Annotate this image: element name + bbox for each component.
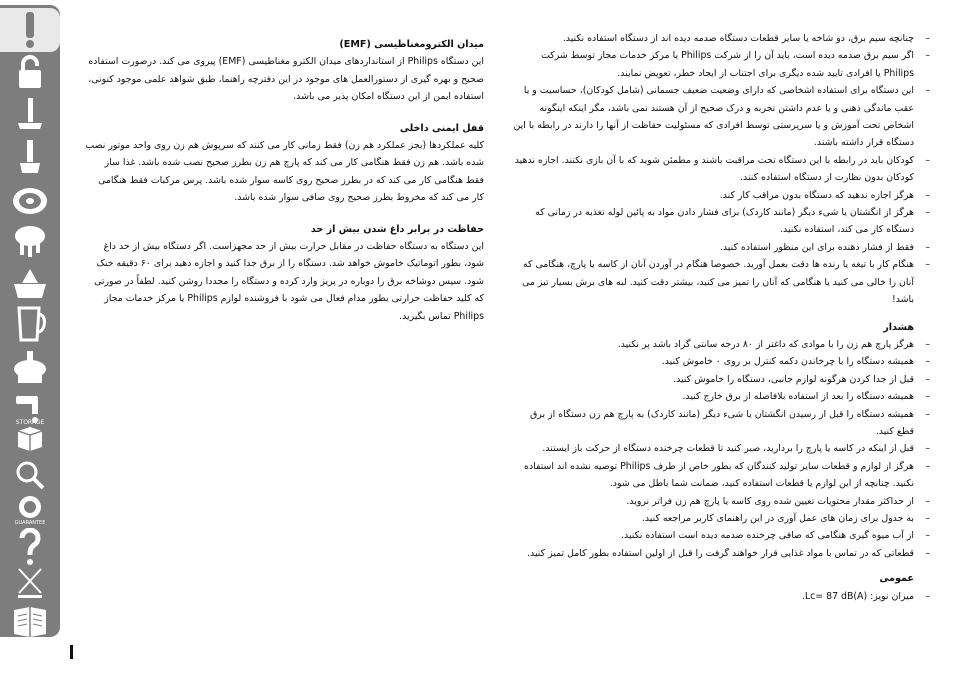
globe-guarantee-icon — [11, 488, 49, 526]
bullet-dash: – — [925, 338, 930, 350]
sidebar-icon-nav — [0, 5, 60, 637]
bullet-dash: – — [925, 460, 930, 472]
crossed-bin-icon — [15, 565, 45, 599]
list-item — [512, 493, 930, 510]
storage-label: STORAGE — [15, 419, 45, 426]
list-item-text: اگر سیم برق صدمه دیده است، باید آن را از شرکت Philips یا مرکز خدمات مجاز توسط شرکت Philips یا افرادی تایید شده دیگری برای اجتناب از ایجاد خطر، تعویض نمایند. — [541, 50, 914, 79]
bullet-dash: – — [925, 154, 930, 166]
bullet-dash: – — [925, 530, 930, 542]
right-column — [512, 30, 930, 605]
bullet-dash: – — [925, 391, 930, 403]
list-item-text: هنگام کار با تیغه یا رنده ها دقت بعمل آورید. خصوصا هنگام در آوردن آنان از کاسه یا پارچ، هنگامی که آنان را خالی می کنید یا هنگامی که آنان را تمیز می کنید، بیشتر دقت کنید. لبه های برش بسیار تیز می باشد! — [522, 259, 914, 306]
emf-paragraph: این دستگاه Philips از استانداردهای میدان الکترو مغناطیسی (EMF) پیروی می کند. درصورت استفاده صحیح و بهره گیری از دستورالعمل های موجود در این دفترچه راهنما، طبق شواهد علمی موجود کنونی، استفاده ایمن از این دستگاه امکان پذیر می باشد. — [88, 56, 484, 103]
bullet-dash: – — [925, 33, 930, 44]
general-list — [512, 588, 930, 605]
tab-food-processor[interactable] — [0, 345, 60, 389]
list-item-text: از آب میوه گیری هنگامی که صافی چرخنده صدمه دیده است استفاده نکنید. — [621, 530, 914, 542]
bullet-dash: – — [925, 356, 930, 368]
list-item — [512, 256, 930, 308]
list-item — [512, 510, 930, 527]
list-item — [512, 588, 930, 605]
safety-lock-paragraph: کلیه عملکردها (بجز عملکرد هم زن) فقط زمانی کار می کنند که سرپوش هم زن روی واحد موتور نصب شده باشد. هم زن فقط هنگامی کار می کند که پارچ هم زن بطرز صحیح نصب شده باشد. غذا ساز فقط هنگامی کار می کند که در بطرز صحیح روی کاسه سوار شده باشد. پرس مرکبات فقط هنگامی کار می کند که مخروط بطرز صحیح روی صافی سوار شده باشد. — [85, 140, 484, 204]
padlock-icon — [16, 54, 44, 90]
list-item — [512, 239, 930, 256]
list-item-text: هرگز از انگشتان یا شیء دیگر (مانند کاردک) برای فشار دادن مواد به پائین لوله تغذیه در زمانی که دستگاه کار می کند، استفاده نکنید. — [535, 207, 914, 236]
list-item — [512, 47, 930, 82]
tab-mincer[interactable] — [0, 219, 60, 263]
list-item-text: قبل از اینکه در کاسه یا پارچ را بردارید، صبر کنید تا قطعات چرخنده دستگاه از حرکت باز ایستند. — [542, 443, 914, 455]
blender-stick-icon — [14, 97, 46, 133]
list-item-text: این دستگاه برای استفاده اشخاصی که دارای وضعیت ضعیف جسمانی (شامل کودکان)، حساسیت و یا عقب ماندگی ذهنی و یا عدم داشتن تجربه و درک صحیح از آن هستند نمی باشد، مگر اینکه اینگونه اشخاص تحت آموزش و یا سرپرستی توسط افرادی که مسئولیت حفاظت از آنها را دارند در رابطه با این دستگاه قرار داشته باشند. — [513, 85, 914, 149]
bullet-dash: – — [925, 512, 930, 524]
list-item-text: همیشه دستگاه را قبل از رسیدن انگشتان یا شیء دیگر (مانند کاردک) به پارچ هم زن دستگاه از برق قطع کنید. — [530, 408, 914, 437]
list-item — [512, 82, 930, 152]
guarantee-label: GUARANTEE — [14, 520, 46, 526]
bullet-dash: – — [925, 408, 930, 420]
tab-recipes[interactable] — [0, 601, 60, 641]
bullet-dash: – — [925, 547, 930, 559]
tab-jug[interactable] — [0, 303, 60, 347]
bullet-dash: – — [925, 85, 930, 97]
bullet-dash: – — [925, 443, 930, 455]
bullet-dash: – — [925, 495, 930, 507]
tab-storage[interactable] — [0, 417, 60, 453]
list-item — [512, 458, 930, 493]
warning-list — [512, 30, 930, 309]
bullet-dash: – — [925, 590, 930, 602]
tab-blender-stick[interactable] — [0, 93, 60, 137]
overheat-heading: حفاظت در برابر داغ شدن بیش از حد — [310, 223, 484, 235]
list-item-text: هرگز اجازه ندهید که دستگاه بدون مراقب کار کند. — [719, 189, 914, 201]
list-item — [512, 527, 930, 544]
disc-icon — [10, 183, 50, 217]
safety-lock-heading: قفل ایمنی داخلی — [399, 122, 484, 134]
caution-heading: هشدار — [883, 321, 914, 333]
list-item — [512, 353, 930, 370]
list-item-text: قبل از جدا کردن هرگونه لوازم جانبی، دستگاه را خاموش کنید. — [673, 373, 914, 385]
list-item — [512, 204, 930, 239]
general-heading: عمومی — [879, 573, 914, 585]
list-item-text: قطعاتی که در تماس با مواد غذایی قرار خواهند گرفت را قبل از اولین استفاده بطور کامل تمیز کنید. — [527, 547, 914, 559]
list-item-text: کودکان باید در رابطه با این دستگاه تحت مراقبت باشند و مطمئن شوید که با آن بازی نکنند. اجازه ندهید کودکان بدون نظارت از دستگاه استفاده کنند. — [514, 154, 914, 184]
list-item-text: هرگز پارچ هم زن را با موادی که داغتر از ۸۰ درجه سانتی گراد باشد پر نکنید. — [617, 338, 914, 350]
list-item — [512, 545, 930, 562]
list-item-text: از حداکثر مقدار محتویات تعیین شده روی کاسه یا پارچ هم زن فراتر نروید. — [626, 495, 914, 507]
tab-whisk[interactable] — [0, 135, 60, 179]
tab-citrus-press[interactable] — [0, 261, 60, 305]
question-mark-icon — [17, 528, 43, 566]
list-item — [512, 30, 930, 47]
whisk-icon — [14, 139, 46, 175]
list-item — [512, 371, 930, 388]
list-item — [512, 440, 930, 457]
bullet-dash: – — [925, 189, 930, 201]
food-processor-icon — [10, 349, 50, 385]
list-item — [512, 152, 930, 187]
list-item-text: همیشه دستگاه را با چرخاندن دکمه کنترل بر روی ۰ خاموش کنید. — [661, 356, 914, 368]
overheat-paragraph: این دستگاه به دستگاه حفاظت در مقابل حرارت بیش از حد مجهزاست. اگر دستگاه بیش از حد داغ شود، بطور اتوماتیک خاموش خواهد شد. دستگاه را از برق جدا کنید و اجازه دهید برای ۶۰ دقیقه خنک شود. سپس دوشاخه برق را دوباره در پریز وارد کرده و دستگاه را مجددا روشن کنید. لطفاً در صورتی که کلید حفاظت حرارتی بطور مدام فعال می شود با فروشنده لوازم Philips یا مرکز خدمات مجاز Philips تماس بگیرید. — [94, 241, 484, 322]
list-item-text: به جدول برای زمان های عمل آوری در این راهنمای کاربر مراجعه کنید. — [641, 512, 914, 524]
tab-environment[interactable] — [0, 563, 60, 601]
jug-icon — [13, 306, 47, 344]
list-item — [512, 406, 930, 441]
noise-level-text: میزان نویز: Lc= 87 dB(A). — [801, 590, 914, 602]
citrus-press-icon — [10, 266, 50, 300]
tab-warning[interactable] — [0, 8, 60, 52]
tab-guarantee[interactable] — [0, 487, 60, 527]
list-item — [512, 388, 930, 405]
bullet-dash: – — [925, 259, 930, 271]
list-item-text: همیشه دستگاه را بعد از استفاده بلافاصله از برق خارج کنید. — [682, 391, 914, 403]
emf-heading: میدان الکترومغناطیسی (EMF) — [339, 39, 484, 50]
warning-exclamation-icon — [15, 11, 45, 49]
tab-disc[interactable] — [0, 178, 60, 222]
bullet-dash: – — [925, 373, 930, 385]
bullet-dash: – — [925, 207, 930, 219]
mincer-icon — [10, 223, 50, 259]
left-column — [84, 36, 484, 325]
storage-box-icon — [10, 417, 50, 453]
caution-list — [512, 336, 930, 562]
list-item — [512, 336, 930, 353]
tab-safety-lock[interactable] — [0, 50, 60, 94]
list-item — [512, 187, 930, 204]
bullet-dash: – — [925, 241, 930, 253]
list-item-text: فقط از فشار دهنده برای این منظور استفاده کنید. — [719, 241, 914, 253]
bullet-dash: – — [925, 50, 930, 62]
list-item-text: چنانچه سیم برق، دو شاخه یا سایر قطعات دستگاه صدمه دیده اند از دستگاه استفاده نکنید. — [562, 33, 914, 44]
page-edge-marker — [70, 645, 73, 659]
book-icon — [11, 604, 49, 638]
list-item-text: هرگز از لوازم و قطعات سایر تولید کنندگان که بطور خاص از طرف Philips توصیه نشده اند استفاده نکنید. چنانچه از این لوازم یا قطعات استفاده کنید، ضمانت شما باطل می شود. — [524, 460, 914, 490]
